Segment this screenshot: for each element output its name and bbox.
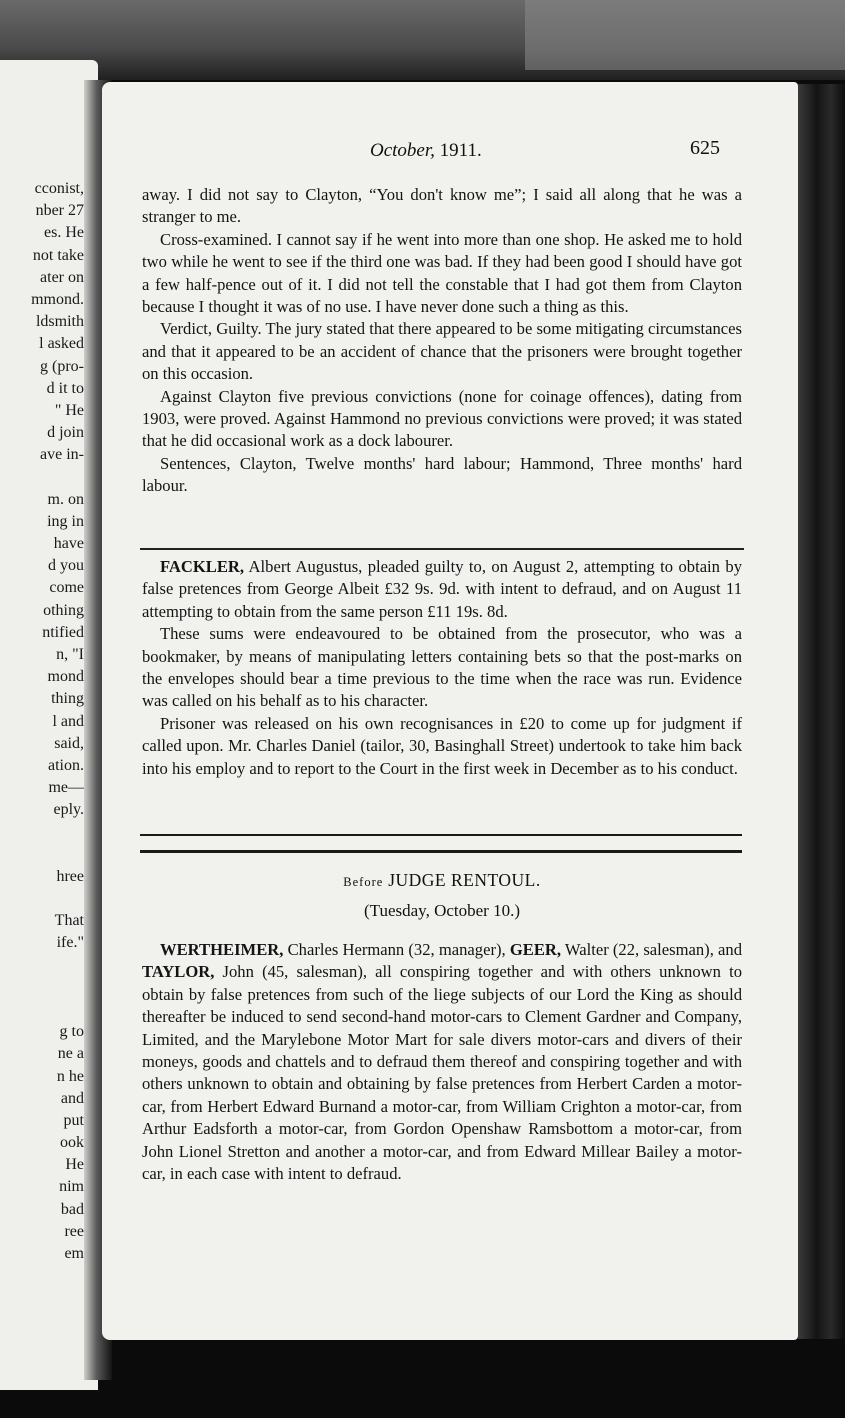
fragment-line: ne a <box>57 1045 84 1063</box>
fragment-line: said, <box>54 734 84 752</box>
fragment-line <box>0 955 84 977</box>
paragraph: Sentences, Clayton, Twelve months' hard labour; Hammond, Three months' hard labour. <box>142 453 742 496</box>
fragment-line <box>0 844 84 866</box>
fragment-line: put <box>63 1111 84 1129</box>
fragment-line: em <box>64 1245 84 1262</box>
scan-background-highlight <box>525 0 845 70</box>
fragment-line <box>0 466 84 488</box>
section-divider-bottom <box>140 850 742 853</box>
fragment-line <box>0 977 84 999</box>
fackler-case-text <box>142 556 742 780</box>
fragment-line <box>0 999 84 1021</box>
fragment-line <box>0 888 84 910</box>
fragment-line: cconist, <box>34 180 84 197</box>
section-date: (Tuesday, October 10.) <box>364 901 520 920</box>
paragraph: Cross-examined. I cannot say if he went into more than one shop. He asked me to hold two while he went to see if the third one was bad. If they had been good I should have got a few half-pence out of it. I did not tell the constable that I had got them from Clayton because I thought it was of no use. I have never done such a thing as this. <box>142 229 742 317</box>
section-divider-top <box>140 834 742 836</box>
running-header <box>370 140 482 162</box>
defendant-name: TAYLOR, <box>142 962 215 982</box>
fragment-line: nim <box>59 1178 84 1196</box>
fragment-line: ation. <box>48 756 84 774</box>
case-divider <box>140 548 744 550</box>
paragraph: Against Clayton five previous convictions (none for coinage offences), dating from 1903, were proved. Against Hammond no previous convictions were proved; it was stated that he did occasional work as a dock labourer. <box>142 386 742 451</box>
fragment-line: " He <box>54 401 84 419</box>
fragment-line: eply. <box>53 801 84 819</box>
fragment-line: come <box>49 579 84 597</box>
fragment-line: ing in <box>47 512 84 530</box>
page-edge-shadow <box>798 84 845 1339</box>
fragment-line: He <box>65 1156 84 1174</box>
defendant-details: Walter (22, salesman), and <box>561 940 742 959</box>
fragment-line: ree <box>64 1222 84 1240</box>
fragment-line: ife." <box>56 934 84 952</box>
fragment-line: mmond. <box>31 290 84 308</box>
fragment-line: bad <box>60 1200 84 1218</box>
charge-text: John (45, salesman), all conspiring together and with others unknown to obtain by false pretences from such of the liege subjects of our Lord the King as should thereafter be induced to send second-hand motor-cars to Clement Gardner and Company, Limited, and the Marylebone Motor Mart for sale divers motor-cars and divers of their moneys, goods and chattels and to defraud them thereof and conspiring together and with others unknown to obtain and obtaining by false pretences from Herbert Carden a motor-car, from Herbert Edward Burnand a motor-car, from William Crighton a motor-car, from Arthur Eadsforth a motor-car, from Gordon Openshaw Ramsbottom a motor-car, from John Lionel Stretton and another a motor-car, and from Edward Millear Bailey a motor-car, in each case with intent to defraud. <box>142 962 742 1184</box>
paragraph <box>142 939 742 1185</box>
header-year: 1911. <box>439 140 482 161</box>
fragment-line: g to <box>59 1023 84 1041</box>
fragment-line: g (pro- <box>40 357 84 375</box>
paragraph: Prisoner was released on his own recognisances in £20 to come up for judgment if called upon. Mr. Charles Daniel (tailor, 30, Basinghall Street) undertook to take him back into his employ and to report to the Court in the first week in December as to his conduct. <box>142 713 742 778</box>
charge-text: Albert Augustus, pleaded guilty to, on August 2, attempting to obtain by false pretences from George Albeit £32 9s. 9d. with intent to defraud, and on August 11 attempting to obtain from the same person £11 19s. 8d. <box>142 557 742 621</box>
fragment-line: That <box>54 912 84 930</box>
defendant-name: FACKLER, <box>160 557 245 576</box>
heading-judge: JUDGE RENTOUL. <box>383 870 541 890</box>
fragment-line: have <box>53 535 84 552</box>
heading-before: Before <box>343 875 384 889</box>
fragment-line: and <box>60 1089 84 1107</box>
fragment-line: d it to <box>46 379 84 397</box>
fragment-line: nber 27 <box>35 202 84 220</box>
fragment-line: me— <box>48 779 84 797</box>
paragraph <box>142 556 742 623</box>
paragraph: away. I did not say to Clayton, “You don't know me”; I said all along that he was a stranger to me. <box>142 185 742 227</box>
clayton-hammond-case-text <box>142 184 742 498</box>
fragment-line: ater on <box>40 268 84 286</box>
defendant-name: GEER, <box>509 940 562 959</box>
fragment-line: n he <box>56 1067 84 1085</box>
paragraph: These sums were endeavoured to be obtained from the prosecutor, who was a bookmaker, by means of manipulating letters containing bets so that the post-marks on the envelopes should bear a time previous to the time when the race was run. Evidence was called on his behalf as to his character. <box>142 624 742 711</box>
fragment-line: not take <box>32 246 84 264</box>
fragment-line: l and <box>52 712 84 730</box>
section-heading <box>142 870 742 891</box>
fragment-line: l asked <box>39 335 84 353</box>
fragment-line: hree <box>56 867 84 885</box>
fragment-line: d join <box>47 424 84 442</box>
page-number: 625 <box>690 137 720 159</box>
fragment-line: n, "I <box>56 645 84 663</box>
paragraph: Verdict, Guilty. The jury stated that there appeared to be some mitigating circumstances and that it appeared to be an accident of chance that the prisoners were brought together on this occasion. <box>142 319 742 384</box>
fragment-line: thing <box>51 690 84 708</box>
fragment-line: m. on <box>47 490 84 508</box>
previous-page-text-fragment <box>0 178 84 1265</box>
fragment-line: ook <box>60 1134 84 1152</box>
wertheimer-case-text <box>142 939 742 1185</box>
fragment-line: mond <box>47 668 84 686</box>
fragment-line: es. He <box>44 224 84 242</box>
fragment-line <box>0 821 84 843</box>
fragment-line: ave in- <box>40 446 84 464</box>
fragment-line: ldsmith <box>35 313 84 331</box>
fragment-line: d you <box>48 557 84 575</box>
fragment-line: ntified <box>42 623 84 641</box>
defendant-details: Charles Hermann (32, manager), <box>283 940 510 959</box>
header-month: October, <box>370 140 435 161</box>
fragment-line: othing <box>43 601 84 619</box>
defendant-name: WERTHEIMER, <box>160 940 284 959</box>
